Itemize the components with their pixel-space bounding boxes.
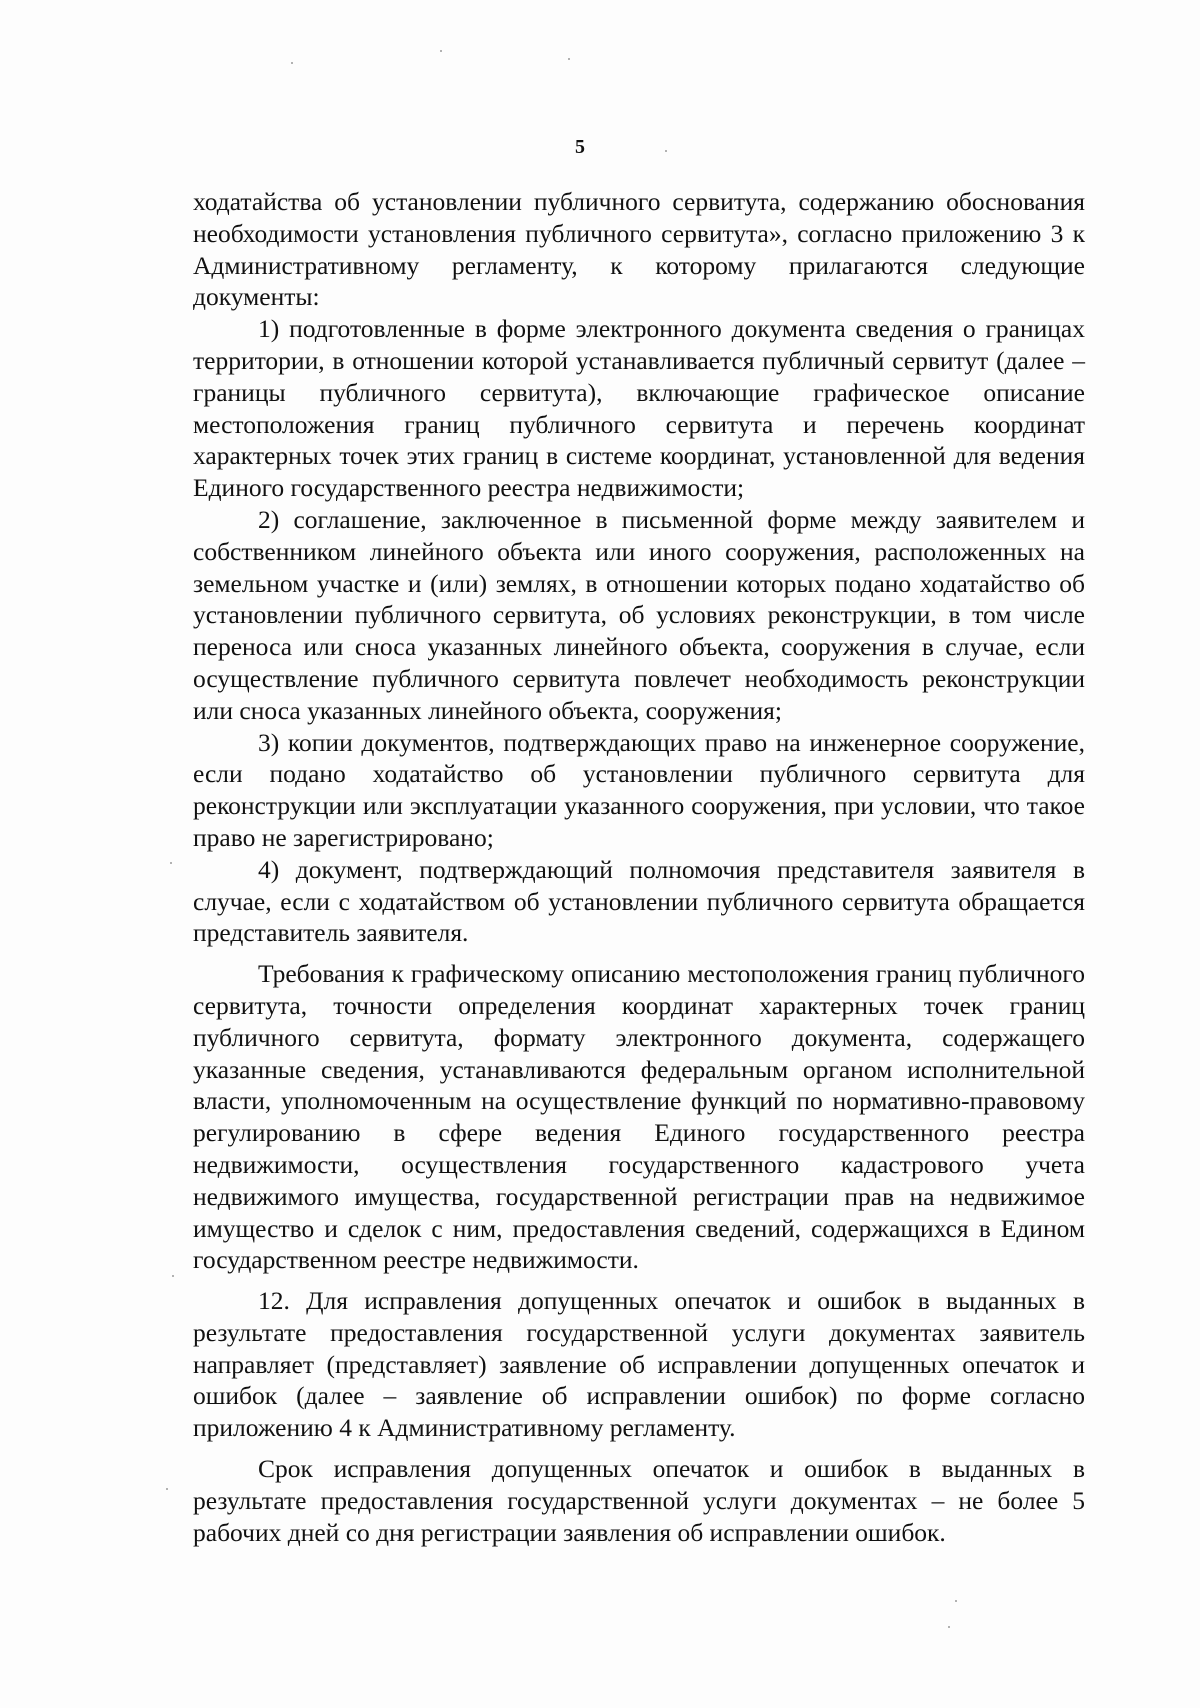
scan-speck	[955, 1600, 957, 1602]
page-number: 5	[575, 136, 585, 158]
scan-speck	[172, 1275, 174, 1277]
paragraph-item-12: 12. Для исправления допущенных опечаток и ошибок в выданных в результате предоставления государственной услуги документах заявитель направляет (представляет) заявление об исправлении допущенных опечаток и ошибок (далее – заявление об исправлении ошибок) по форме согласно приложению 4 к Административному регламенту.	[193, 1286, 1085, 1443]
document-body	[193, 186, 1085, 1548]
scan-speck	[665, 150, 667, 152]
scan-speck	[170, 862, 172, 864]
scan-speck	[440, 50, 442, 52]
list-item-4: 4) документ, подтверждающий полномочия представителя заявителя в случае, если с ходатайством об установлении публичного сервитута обращается представитель заявителя.	[193, 854, 1085, 948]
paragraph-requirements: Требования к графическому описанию местоположения границ публичного сервитута, точности определения координат характерных точек границ публичного сервитута, формату электронного документа, содержащего указанные сведения, устанавливаются федеральным органом исполнительной власти, уполномоченным на осуществление функций по нормативно-правовому регулированию в сфере ведения Единого государственного реестра недвижимости, осуществления государственного кадастрового учета недвижимого имущества, государственной регистрации прав на недвижимое имущество и сделок с ним, предоставления сведений, содержащихся в Едином государственном реестре недвижимости.	[193, 959, 1085, 1275]
list-item-1: 1) подготовленные в форме электронного документа сведения о границах территории, в отношении которой устанавливается публичный сервитут (далее – границы публичного сервитута), включающие графическое описание местоположения границ публичного сервитута и перечень координат характерных точек этих границ в системе координат, установленной для ведения Единого государственного реестра недвижимости;	[193, 314, 1085, 503]
scan-speck	[166, 1488, 168, 1490]
list-item-2: 2) соглашение, заключенное в письменной форме между заявителем и собственником линейного объекта или иного сооружения, расположенных на земельном участке и (или) землях, в отношении которых подано ходатайство об установлении публичного сервитута, об условиях реконструкции, в том числе переноса или сноса указанных линейного объекта, сооружения в случае, если осуществление публичного сервитута повлечет необходимость реконструкции или сноса указанных линейного объекта, сооружения;	[193, 504, 1085, 725]
scan-speck	[948, 1626, 950, 1628]
scan-speck	[568, 58, 570, 60]
paragraph-intro: ходатайства об установлении публичного сервитута, содержанию обоснования необходимости установления публичного сервитута», согласно приложению 3 к Административному регламенту, к которому прилагаются следующие документы:	[193, 187, 1085, 312]
list-item-3: 3) копии документов, подтверждающих право на инженерное сооружение, если подано ходатайство об установлении публичного сервитута для реконструкции или эксплуатации указанного сооружения, при условии, что такое право не зарегистрировано;	[193, 727, 1085, 852]
scan-speck	[291, 62, 293, 64]
paragraph-correction-term: Срок исправления допущенных опечаток и ошибок в выданных в результате предоставления государственной услуги документах – не более 5 рабочих дней со дня регистрации заявления об исправлении ошибок.	[193, 1454, 1085, 1547]
